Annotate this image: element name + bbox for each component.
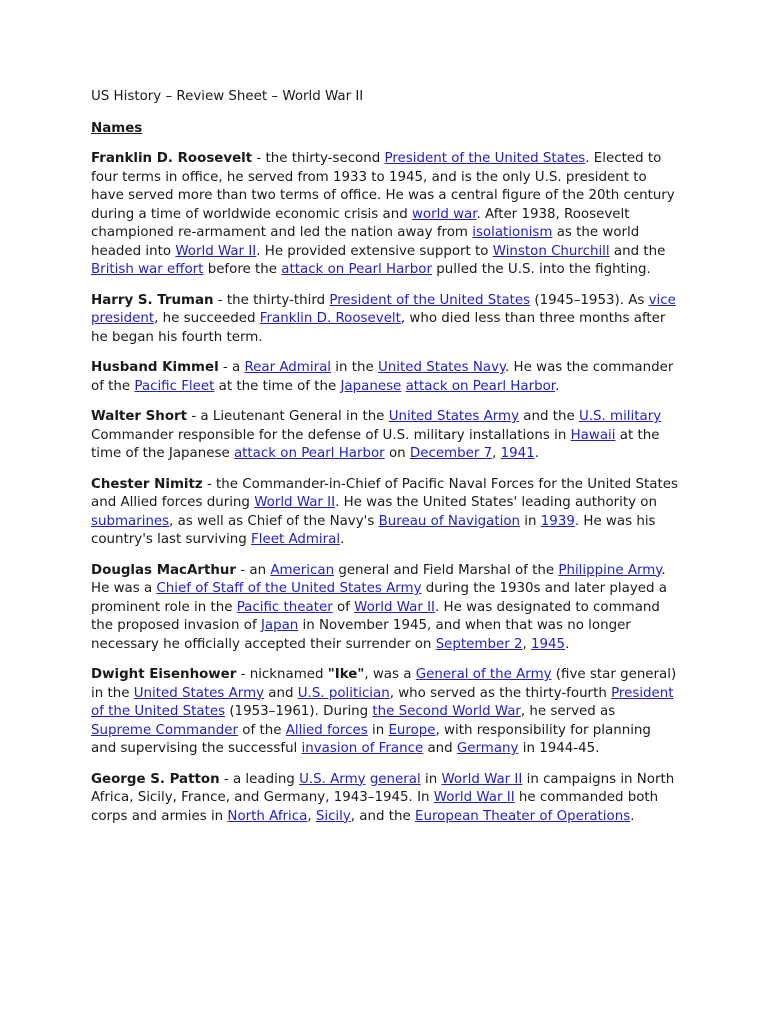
entry-name: Dwight Eisenhower (91, 667, 237, 682)
entry-text: . (340, 532, 345, 547)
entry-text: at the time of the (214, 378, 341, 394)
entry-text: Commander responsible for the defense of U.S. military installations in (91, 427, 571, 443)
reference-link[interactable]: General of the Army (415, 667, 552, 682)
reference-link[interactable]: Allied forces (285, 722, 368, 738)
entry-text: - the thirty-third (213, 292, 330, 308)
entry-text: - a leading (219, 771, 300, 787)
entry-name: Husband Kimmel (91, 360, 219, 375)
reference-link[interactable]: British war effort (91, 262, 204, 277)
entry-text: , (522, 636, 531, 652)
entry-text: - an (236, 562, 271, 578)
entry-text: . He was the commander of the (91, 360, 674, 394)
entry-text: and the (609, 243, 666, 259)
reference-link[interactable]: United States Army (133, 685, 265, 701)
entry-text: general and Field Marshal of the (334, 562, 559, 578)
reference-link[interactable]: U.S. military (578, 409, 662, 424)
entry-text: in 1944-45. (518, 741, 600, 756)
reference-link[interactable]: American (270, 562, 335, 578)
entry-text: . After 1938, Roosevelt championed re-armament and led the nation away from (91, 206, 630, 240)
reference-link[interactable]: Franklin D. Roosevelt (259, 311, 401, 326)
entry-name: Chester Nimitz (91, 476, 203, 492)
entry-text: at the time of the Japanese (91, 427, 660, 461)
reference-link[interactable]: submarines (91, 513, 170, 529)
reference-link[interactable]: Pacific Fleet (134, 378, 215, 394)
entry-text: , was a (364, 667, 416, 682)
name-entry (91, 562, 679, 655)
entry-text: , with responsibility for planning and supervising the successful (91, 722, 651, 756)
reference-link[interactable]: United States Navy (377, 360, 506, 375)
entry-text: and the (519, 409, 579, 424)
entry-text: - a (218, 360, 245, 375)
reference-link[interactable]: Germany (456, 741, 519, 756)
reference-link[interactable]: attack on Pearl Harbor (233, 446, 385, 461)
entry-text: , who died less than three months after he began his fourth term. (91, 311, 666, 345)
entry-text: . He provided extensive support to (256, 243, 493, 259)
entry-text: . He was a (91, 562, 666, 596)
reference-link[interactable]: World War II (433, 790, 515, 805)
entry-text: - a Lieutenant General in the (187, 409, 389, 424)
entry-text: - nicknamed (236, 667, 328, 682)
reference-link[interactable]: 1945 (531, 636, 566, 652)
reference-link[interactable]: Japan (260, 618, 299, 633)
entry-text: . Elected to four terms in office, he served from 1933 to 1945, and is the only U.S. president to have served more than two terms of office. He was a central figure of the 20th century during a time of worldwide economic crisis and (91, 151, 675, 222)
entry-text: in campaigns in North Africa, Sicily, France, and Germany, 1943–1945. In (91, 771, 675, 805)
reference-link[interactable]: Winston Churchill (492, 243, 610, 259)
entry-text: (1953–1961). During (225, 704, 373, 719)
entry-text: he commanded both corps and armies in (91, 790, 659, 824)
reference-link[interactable]: United States Army (388, 409, 520, 424)
reference-link[interactable]: Fleet Admiral (251, 532, 341, 547)
reference-link[interactable]: Pacific theater (236, 599, 333, 615)
entry-name: Harry S. Truman (91, 292, 214, 308)
name-entry (91, 292, 679, 348)
entry-text: during the 1930s and later played a prominent role in the (91, 581, 667, 615)
name-entry (91, 359, 679, 396)
reference-link[interactable]: invasion of France (301, 741, 424, 756)
reference-link[interactable]: attack on Pearl Harbor (405, 378, 556, 394)
entry-text: and (264, 685, 298, 701)
reference-link[interactable]: Supreme Commander (91, 722, 239, 738)
reference-link[interactable]: Europe (388, 722, 436, 738)
reference-link[interactable]: vice president (91, 292, 676, 326)
name-entry (91, 408, 679, 464)
reference-link[interactable]: the Second World War (372, 704, 521, 719)
entry-text: . He was the United States' leading authority on (335, 495, 657, 510)
reference-link[interactable]: World War II (175, 243, 257, 259)
entry-name: Franklin D. Roosevelt (91, 151, 253, 166)
entry-text: in November 1945, and when that was no longer necessary he officially accepted their surrender on (91, 618, 631, 652)
reference-link[interactable]: World War II (441, 771, 523, 787)
reference-link[interactable]: general (369, 771, 421, 787)
document-title: US History – Review Sheet – World War II (91, 89, 364, 104)
reference-link[interactable]: 1941 (500, 446, 535, 461)
reference-link[interactable]: U.S. Army (299, 771, 366, 787)
entry-text: in (420, 771, 442, 787)
entry-text: in the (331, 360, 378, 375)
reference-link[interactable]: World War II (254, 495, 336, 510)
entry-text: pulled the U.S. into the fighting. (432, 262, 651, 277)
entry-text: in (520, 513, 541, 529)
reference-link[interactable]: World War II (354, 599, 436, 615)
reference-link[interactable]: world war (411, 206, 477, 222)
document-page (91, 88, 679, 838)
entry-text: - the Commander-in-Chief of Pacific Naval Forces for the United States and Allied forces during (91, 476, 678, 510)
name-entry (91, 150, 679, 280)
entry-text: , he served as (520, 704, 616, 719)
entry-name: Douglas MacArthur (91, 562, 237, 578)
reference-link[interactable]: Hawaii (570, 427, 616, 443)
reference-link[interactable]: attack on Pearl Harbor (281, 262, 433, 277)
reference-link[interactable]: isolationism (472, 225, 553, 240)
entry-text: of the (238, 722, 286, 738)
reference-link[interactable]: President of the United States (91, 685, 674, 719)
entry-name: Walter Short (91, 409, 188, 424)
reference-link[interactable]: Rear Admiral (244, 360, 331, 375)
entry-text: , (307, 808, 316, 824)
entry-text: . He was his country's last surviving (91, 513, 656, 547)
reference-link[interactable]: European Theater of Operations (415, 808, 631, 824)
section-heading-names: Names (91, 120, 143, 136)
entry-text: . (565, 636, 570, 652)
entry-text: in (367, 722, 389, 738)
entry-text: , and the (350, 808, 415, 824)
entry-text: , (492, 446, 501, 461)
entry-text: as the world headed into (91, 225, 640, 259)
reference-link[interactable]: December 7 (409, 446, 493, 461)
reference-link[interactable]: North Africa (227, 808, 308, 824)
entry-text: , he succeeded (154, 311, 260, 326)
entry-text: (1945–1953). As (530, 292, 649, 308)
reference-link[interactable]: Philippine Army (558, 562, 662, 578)
entry-text: . (534, 446, 539, 461)
entry-text: , who served as the thirty-fourth (389, 685, 612, 701)
entry-text: before the (203, 262, 282, 277)
reference-link[interactable]: 1939 (540, 513, 575, 529)
name-entry (91, 666, 679, 759)
reference-link[interactable]: U.S. politician (297, 685, 390, 701)
entry-text: (five star general) in the (91, 667, 677, 701)
entry-text: of (332, 599, 355, 615)
reference-link[interactable]: President of the United States (329, 292, 531, 308)
entry-text: , as well as Chief of the Navy's (169, 513, 379, 529)
entry-text: . He was designated to command the proposed invasion of (91, 599, 660, 633)
name-entry (91, 476, 679, 550)
entry-text: and (423, 741, 457, 756)
names-list (91, 150, 679, 826)
reference-link[interactable]: President of the United States (384, 151, 586, 166)
reference-link[interactable]: September 2 (435, 636, 523, 652)
entry-text: . (555, 378, 560, 394)
entry-text: on (384, 446, 410, 461)
reference-link[interactable]: Sicily (315, 808, 351, 824)
reference-link[interactable]: Bureau of Navigation (378, 513, 521, 529)
entry-text: . (630, 808, 635, 824)
entry-text: - the thirty-second (252, 151, 385, 166)
reference-link[interactable]: Chief of Staff of the United States Army (156, 581, 422, 596)
name-entry (91, 771, 679, 827)
reference-link[interactable]: Japanese (340, 378, 402, 394)
entry-name: George S. Patton (91, 771, 220, 787)
entry-name: "Ike" (327, 667, 365, 682)
